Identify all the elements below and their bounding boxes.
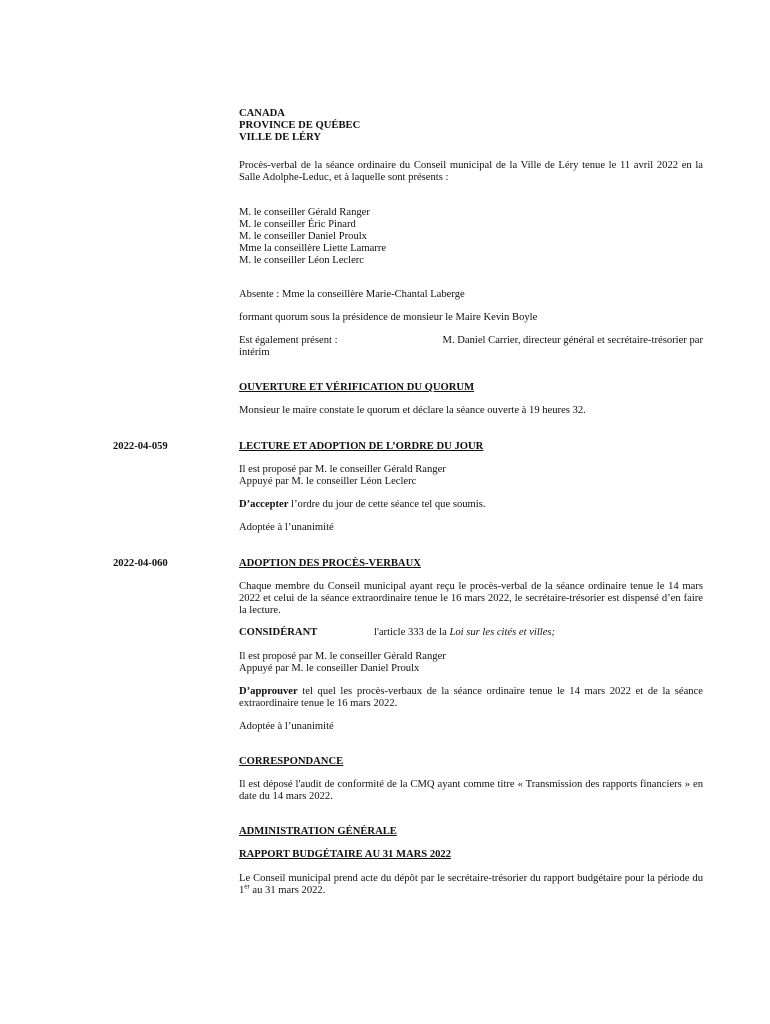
present-list <box>239 207 703 267</box>
opening-title: OUVERTURE ET VÉRIFICATION DU QUORUM <box>239 382 475 393</box>
seconded-by: Appuyé par M. le conseiller Léon Leclerc <box>239 476 417 487</box>
administration-title: ADMINISTRATION GÉNÉRALE <box>239 826 397 837</box>
also-present <box>239 335 703 359</box>
proposed-by: Il est proposé par M. le conseiller Gérald Ranger <box>239 464 446 475</box>
header-country: CANADA <box>239 108 285 119</box>
seconded-by: Appuyé par M. le conseiller Daniel Proulx <box>239 663 420 674</box>
res-059-adopted: Adoptée à l’unanimité <box>239 522 334 533</box>
res-060-decision <box>239 686 703 710</box>
present-member: M. le conseiller Daniel Proulx <box>239 231 367 242</box>
present-member: M. le conseiller Éric Pinard <box>239 219 356 230</box>
quorum-line: formant quorum sous la présidence de monsieur le Maire Kevin Boyle <box>239 312 538 323</box>
budget-report-title: RAPPORT BUDGÉTAIRE AU 31 MARS 2022 <box>239 849 452 860</box>
also-present-label: Est également présent : <box>239 335 338 346</box>
present-member: Mme la conseillère Liette Lamarre <box>239 243 387 254</box>
budget-text-main: Le Conseil municipal prend acte du dépôt par le secrétaire-trésorier du rapport budgétaire pour la période du 1 <box>239 873 703 896</box>
considerant-text: l'article 333 de la <box>374 627 450 638</box>
res-060-text: Chaque membre du Conseil municipal ayant reçu le procès-verbal de la séance ordinaire tenue le 14 mars 2022 et celui de la séance extraordinaire tenue le 16 mars 2022, le secrétaire-trésorier est dispensé d’en faire la lecture. <box>239 581 703 616</box>
document-header <box>239 108 703 144</box>
header-city: VILLE DE LÉRY <box>239 132 322 143</box>
header-province: PROVINCE DE QUÉBEC <box>239 120 361 131</box>
res-059-decision <box>239 499 703 511</box>
correspondance-title: CORRESPONDANCE <box>239 756 344 767</box>
resolution-number-059: 2022-04-059 <box>113 441 168 452</box>
decision-keyword: D’accepter <box>239 499 289 510</box>
res-059-motion <box>239 464 703 488</box>
res-060-adopted: Adoptée à l’unanimité <box>239 721 334 732</box>
res-060-title: ADOPTION DES PROCÈS-VERBAUX <box>239 558 421 569</box>
also-present-value: M. Daniel Carrier, directeur général et secrétaire-trésorier par <box>442 335 703 346</box>
res-060-motion <box>239 651 703 675</box>
considerant-law: Loi sur les cités et villes; <box>449 627 556 638</box>
present-member: M. le conseiller Gérald Ranger <box>239 207 370 218</box>
correspondance-text: Il est déposé l'audit de conformité de la CMQ ayant comme titre « Transmission des rapports financiers » en date du 14 mars 2022. <box>239 779 703 802</box>
present-member: M. le conseiller Léon Leclerc <box>239 255 365 266</box>
absent-line: Absente : Mme la conseillère Marie-Chantal Laberge <box>239 289 465 300</box>
decision-keyword: D’approuver <box>239 686 298 697</box>
opening-text: Monsieur le maire constate le quorum et déclare la séance ouverte à 19 heures 32. <box>239 405 586 416</box>
intro-paragraph: Procès-verbal de la séance ordinaire du Conseil municipal de la Ville de Léry tenue le 11 avril 2022 en la Salle Adolphe-Leduc, et à laquelle sont présents : <box>239 160 703 183</box>
budget-text-sup: er <box>244 882 250 891</box>
resolution-number-060: 2022-04-060 <box>113 558 168 569</box>
res-059-title: LECTURE ET ADOPTION DE L’ORDRE DU JOUR <box>239 441 484 452</box>
budget-report-text <box>239 873 703 897</box>
res-060-considerant <box>239 627 703 639</box>
decision-text: l’ordre du jour de cette séance tel que soumis. <box>288 499 486 510</box>
also-present-continuation: intérim <box>239 347 270 358</box>
considerant-label: CONSIDÉRANT <box>239 627 318 638</box>
decision-text: tel quel les procès-verbaux de la séance ordinaire tenue le 14 mars 2022 et de la séance extraordinaire tenue le 16 mars 2022. <box>239 686 703 709</box>
budget-text-end: au 31 mars 2022. <box>249 885 326 896</box>
proposed-by: Il est proposé par M. le conseiller Gérald Ranger <box>239 651 446 662</box>
